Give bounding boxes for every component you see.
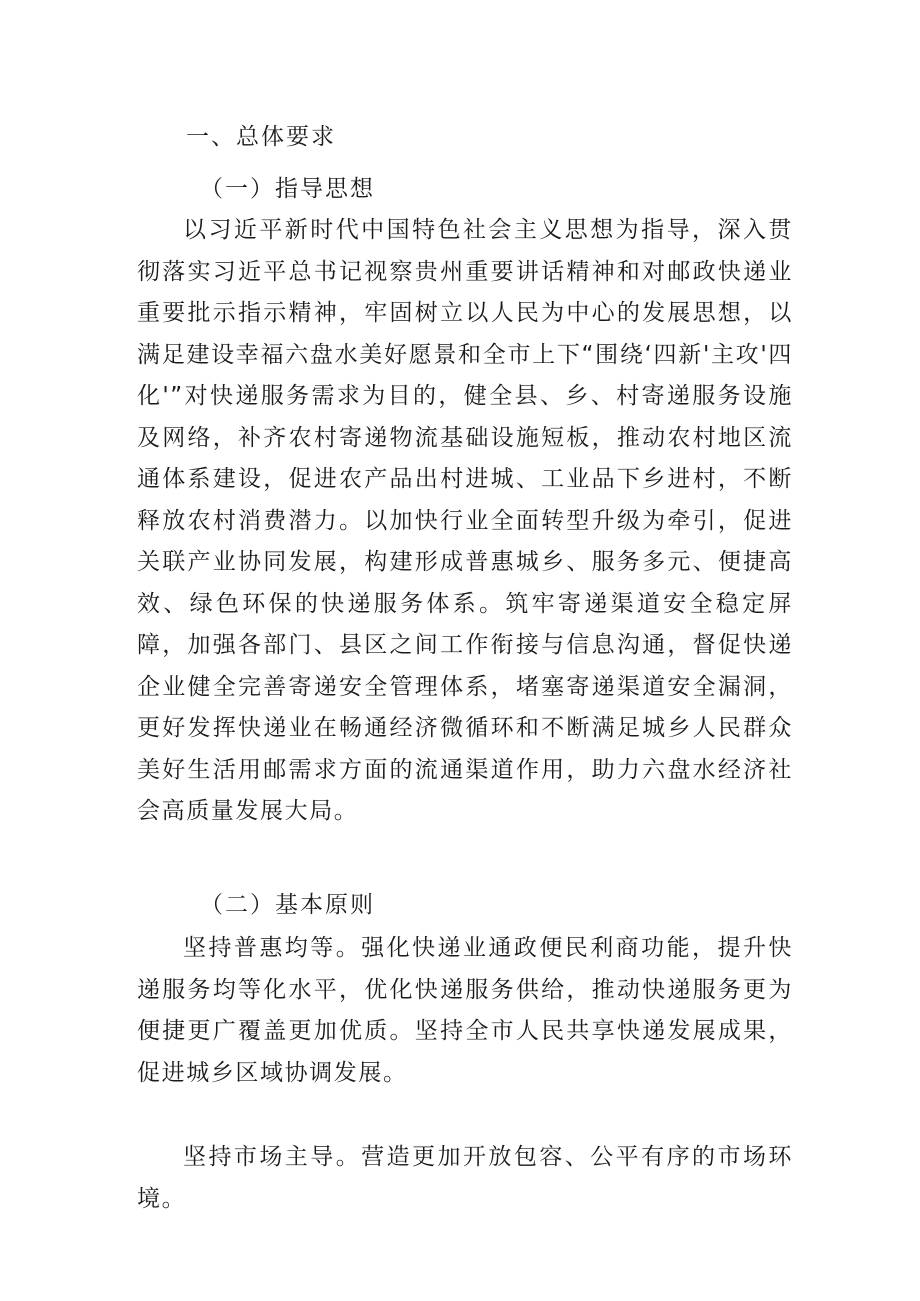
section-heading: 一、总体要求 (186, 124, 336, 150)
subsection-heading-guiding-ideology: （一）指导思想 (200, 176, 375, 202)
paragraph-guiding-ideology: 以习近平新时代中国特色社会主义思想为指导，深入贯彻落实习近平总书记视察贵州重要讲话精神和对邮政快递业重要批示指示精神，牢固树立以人民为中心的发展思想，以满足建设幸福六盘水美好愿景和全市上下“围绕‘四新'主攻'四化'”对快递服务需求为目的，健全县、乡、村寄递服务设施及网络，补齐农村寄递物流基础设施短板，推动农村地区流通体系建设，促进农产品出村进城、工业品下乡进村，不断释放农村消费潜力。以加快行业全面转型升级为牵引，促进关联产业协同发展，构建形成普惠城乡、服务多元、便捷高效、绿色环保的快递服务体系。筑牢寄递渠道安全稳定屏障，加强各部门、县区之间工作衔接与信息沟通，督促快递企业健全完善寄递安全管理体系，堵塞寄递渠道安全漏洞，更好发挥快递业在畅通经济微循环和不断满足城乡人民群众美好生活用邮需求方面的流通渠道作用，助力六盘水经济社会高质量发展大局。 (137, 217, 793, 824)
paragraph-universal-equality: 坚持普惠均等。强化快递业通政便民利商功能，提升快递服务均等化水平，优化快递服务供给，推动快递服务更为便捷更广覆盖更加优质。坚持全市人民共享快递发展成果，促进城乡区域协调发展。 (137, 935, 793, 1086)
subsection-heading-basic-principles: （二）基本原则 (200, 892, 375, 918)
paragraph-market-led: 坚持市场主导。营造更加开放包容、公平有序的市场环境。 (137, 1144, 793, 1212)
